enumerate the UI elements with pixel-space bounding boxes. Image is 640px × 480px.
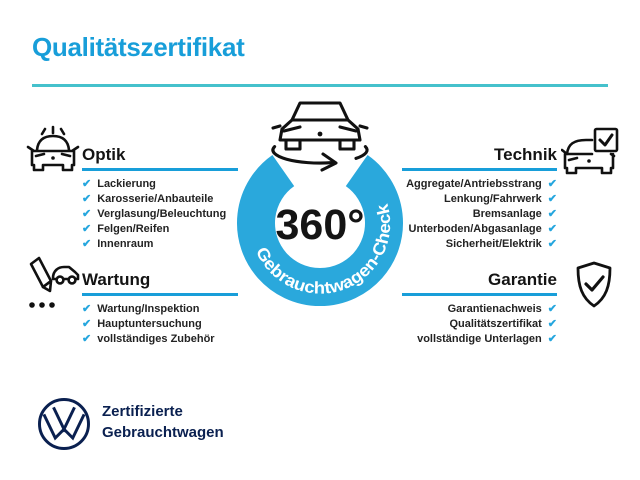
checklist-item bbox=[82, 302, 238, 317]
ring-label-text: Gebrauchtwagen-Check bbox=[251, 203, 395, 298]
check-icon: ✔ bbox=[82, 178, 92, 190]
checklist-item-label: Bremsanlage bbox=[472, 208, 542, 220]
section-wartung-rule bbox=[82, 293, 238, 296]
brand-text bbox=[102, 401, 224, 443]
checklist-item-label: Garantienachweis bbox=[447, 303, 542, 315]
checklist-item-label: Karosserie/Anbauteile bbox=[97, 193, 214, 205]
section-optik bbox=[82, 145, 238, 252]
check-icon: ✔ bbox=[82, 318, 92, 330]
shiny-car-icon bbox=[26, 125, 80, 175]
checklist-item bbox=[402, 192, 557, 207]
check-icon: ✔ bbox=[82, 223, 92, 235]
checklist-item bbox=[402, 317, 557, 332]
checklist-item-label: Innenraum bbox=[97, 238, 154, 250]
360-check-badge bbox=[220, 93, 420, 323]
checklist-item-label: Aggregate/Antriebsstrang bbox=[406, 178, 542, 190]
checklist-item bbox=[402, 177, 557, 192]
section-garantie-items bbox=[402, 302, 557, 347]
section-garantie-title: Garantie bbox=[488, 270, 557, 289]
brand-line-1: Zertifizierte bbox=[102, 403, 183, 420]
checklist-item bbox=[82, 332, 238, 347]
section-optik-title: Optik bbox=[82, 145, 126, 164]
checklist-item-label: Wartung/Inspektion bbox=[97, 303, 200, 315]
section-garantie bbox=[402, 270, 557, 347]
pen-checklist-car-icon bbox=[24, 254, 80, 312]
checklist-item bbox=[402, 237, 557, 252]
checklist-item bbox=[402, 302, 557, 317]
checklist-item-label: Sicherheit/Elektrik bbox=[445, 238, 542, 250]
check-icon: ✔ bbox=[82, 208, 92, 220]
vw-logo bbox=[36, 396, 92, 452]
section-technik-title: Technik bbox=[494, 145, 557, 164]
check-icon: ✔ bbox=[82, 238, 92, 250]
header-divider bbox=[32, 84, 608, 87]
checklist-item-label: Verglasung/Beleuchtung bbox=[97, 208, 227, 220]
checklist-item-label: Unterboden/Abgasanlage bbox=[408, 223, 542, 235]
check-icon: ✔ bbox=[82, 303, 92, 315]
check-icon: ✔ bbox=[547, 238, 557, 250]
check-icon: ✔ bbox=[547, 318, 557, 330]
section-wartung bbox=[82, 270, 238, 347]
checklist-item bbox=[402, 332, 557, 347]
checklist-item bbox=[82, 207, 238, 222]
check-icon: ✔ bbox=[547, 193, 557, 205]
degree-label: 360° bbox=[275, 201, 365, 249]
car-checkbox-icon bbox=[561, 127, 621, 175]
section-technik bbox=[402, 145, 557, 252]
section-technik-rule bbox=[402, 168, 557, 171]
check-icon: ✔ bbox=[547, 178, 557, 190]
rotating-car-icon bbox=[273, 103, 367, 170]
checklist-item-label: vollständiges Zubehör bbox=[97, 333, 215, 345]
section-wartung-title: Wartung bbox=[82, 270, 151, 289]
checklist-item-label: Hauptuntersuchung bbox=[97, 318, 202, 330]
section-optik-rule bbox=[82, 168, 238, 171]
checklist-item-label: Lackierung bbox=[97, 178, 156, 190]
checklist-item bbox=[402, 222, 557, 237]
360-ring-graphic bbox=[220, 93, 420, 323]
check-icon: ✔ bbox=[547, 333, 557, 345]
checklist-item bbox=[82, 222, 238, 237]
checklist-item-label: vollständige Unterlagen bbox=[417, 333, 542, 345]
check-icon: ✔ bbox=[547, 223, 557, 235]
check-icon: ✔ bbox=[547, 303, 557, 315]
section-garantie-rule bbox=[402, 293, 557, 296]
checklist-item-label: Qualitätszertifikat bbox=[449, 318, 542, 330]
checklist-item-label: Lenkung/Fahrwerk bbox=[443, 193, 542, 205]
check-icon: ✔ bbox=[82, 333, 92, 345]
check-icon: ✔ bbox=[547, 208, 557, 220]
section-wartung-items bbox=[82, 302, 238, 347]
section-optik-items bbox=[82, 177, 238, 252]
section-technik-items bbox=[402, 177, 557, 252]
checklist-item bbox=[82, 192, 238, 207]
page-title: Qualitätszertifikat bbox=[32, 32, 245, 62]
checklist-item-label: Felgen/Reifen bbox=[97, 223, 170, 235]
checklist-item bbox=[82, 317, 238, 332]
check-icon: ✔ bbox=[82, 193, 92, 205]
checklist-item bbox=[82, 237, 238, 252]
checklist-item bbox=[82, 177, 238, 192]
brand-line-2: Gebrauchtwagen bbox=[102, 424, 224, 441]
checklist-item bbox=[402, 207, 557, 222]
shield-check-icon bbox=[574, 260, 614, 310]
